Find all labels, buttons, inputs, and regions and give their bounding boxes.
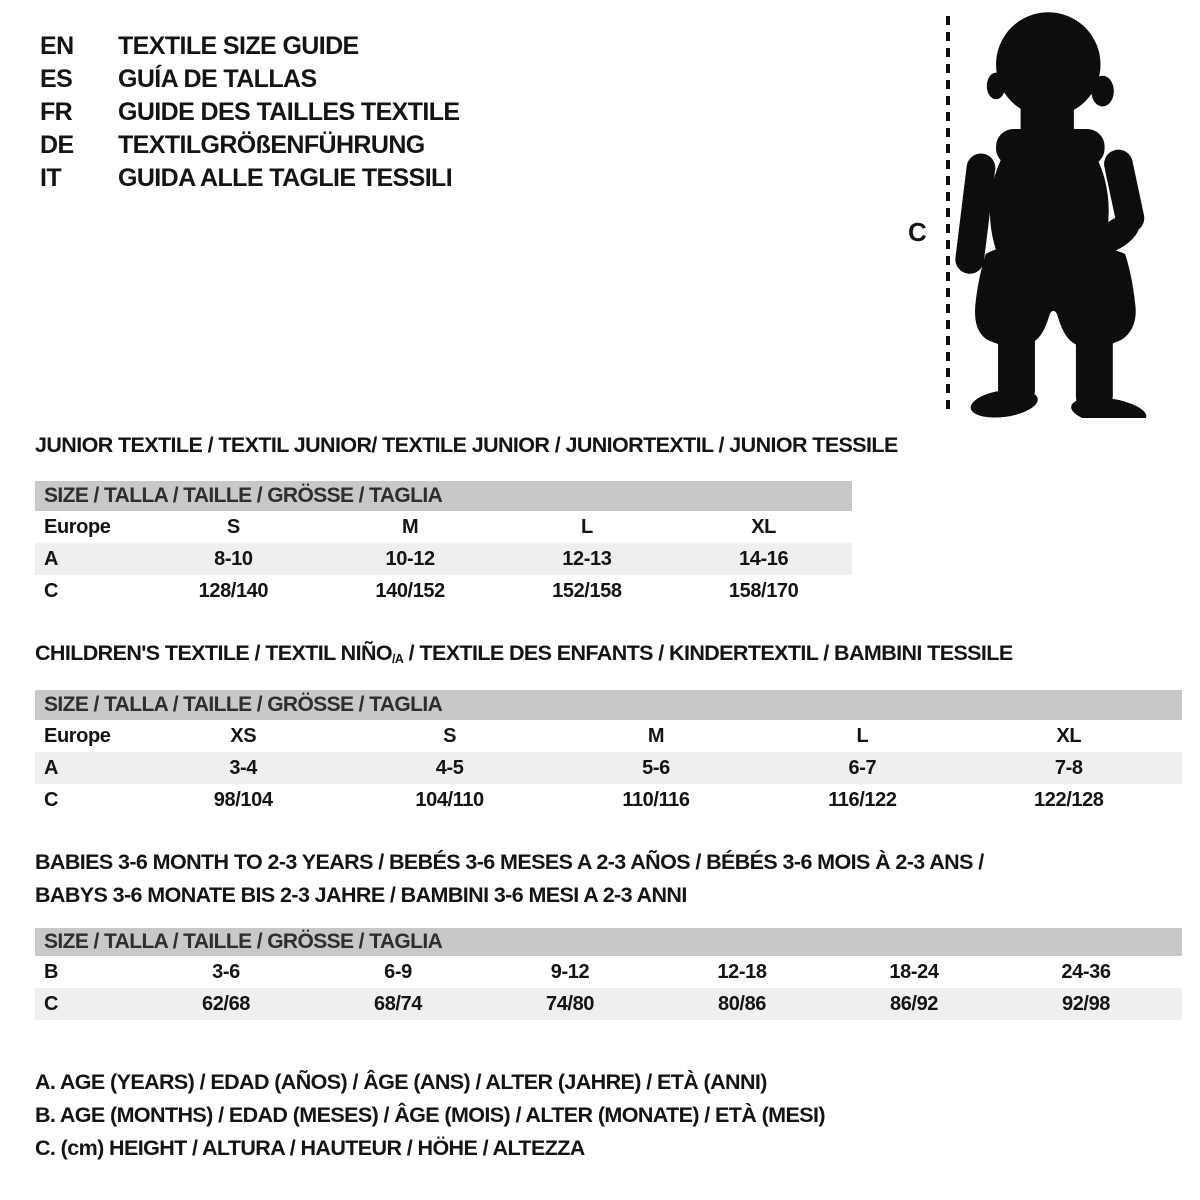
language-title-list xyxy=(40,30,460,195)
legend-line-height: C. (cm) HEIGHT / ALTURA / HAUTEUR / HÖHE / ALTEZZA xyxy=(35,1136,585,1160)
lang-code-es: ES xyxy=(40,65,73,93)
age-cell: 24-36 xyxy=(1061,961,1111,983)
legend-line-age-years: A. AGE (YEARS) / EDAD (AÑOS) / ÂGE (ANS) / ALTER (JAHRE) / ETÀ (ANNI) xyxy=(35,1070,767,1094)
age-cell: 18-24 xyxy=(889,961,939,983)
age-cell: 9-12 xyxy=(550,961,590,983)
guide-title-it: GUIDA ALLE TAGLIE TESSILI xyxy=(118,164,453,192)
size-cell: XS xyxy=(230,725,257,747)
children-title-main: CHILDREN'S TEXTILE / TEXTIL NIÑO xyxy=(35,641,393,665)
lang-code-fr: FR xyxy=(40,98,73,126)
guide-title-en: TEXTILE SIZE GUIDE xyxy=(118,32,359,60)
row-label: C xyxy=(44,993,59,1015)
height-cell: 98/104 xyxy=(213,789,273,811)
table-row xyxy=(35,575,852,607)
age-cell: 10-12 xyxy=(385,548,435,570)
age-cell: 4-5 xyxy=(435,757,464,779)
children-size-header-bar: SIZE / TALLA / TAILLE / GRÖSSE / TAGLIA xyxy=(35,690,1182,720)
children-title-subscript: /A xyxy=(392,652,404,667)
size-cell: L xyxy=(580,516,593,538)
junior-size-table xyxy=(35,481,852,607)
age-cell: 7-8 xyxy=(1054,757,1083,779)
age-cell: 3-4 xyxy=(229,757,258,779)
lang-code-it: IT xyxy=(40,164,62,192)
children-size-table xyxy=(35,690,1182,816)
age-cell: 6-7 xyxy=(848,757,877,779)
height-cell: 110/116 xyxy=(622,789,690,811)
height-cell: 158/170 xyxy=(728,580,799,602)
row-label: A xyxy=(44,548,59,570)
table-row xyxy=(35,988,1182,1020)
height-cell: 122/128 xyxy=(1034,789,1104,811)
row-label: Europe xyxy=(44,516,111,538)
height-cell: 92/98 xyxy=(1061,993,1111,1015)
height-cell: 68/74 xyxy=(373,993,423,1015)
age-cell: 5-6 xyxy=(642,757,670,779)
height-cell: 104/110 xyxy=(415,789,484,811)
height-cell: 86/92 xyxy=(889,993,939,1015)
row-label: C xyxy=(44,580,59,602)
lang-code-de: DE xyxy=(40,131,74,159)
babies-section-title-line1: BABIES 3-6 MONTH TO 2-3 YEARS / BEBÉS 3-6 MESES A 2-3 AÑOS / BÉBÉS 3-6 MOIS À 2-3 ANS / xyxy=(35,850,984,874)
age-cell: 6-9 xyxy=(384,961,412,983)
table-row xyxy=(35,752,1182,784)
table-row xyxy=(35,543,852,575)
age-cell: 12-18 xyxy=(717,961,767,983)
height-cell: 80/86 xyxy=(717,993,767,1015)
lang-code-en: EN xyxy=(40,32,74,60)
table-row xyxy=(35,956,1182,988)
size-cell: S xyxy=(443,725,457,747)
size-cell: L xyxy=(856,725,869,747)
age-cell: 14-16 xyxy=(739,548,789,570)
children-section-title xyxy=(35,641,1013,666)
legend-line-age-months: B. AGE (MONTHS) / EDAD (MESES) / ÂGE (MOIS) / ALTER (MONATE) / ETÀ (MESI) xyxy=(35,1103,825,1127)
table-row xyxy=(35,720,1182,752)
table-row xyxy=(35,511,852,543)
guide-title-fr: GUIDE DES TAILLES TEXTILE xyxy=(118,98,460,126)
height-cell: 74/80 xyxy=(545,993,595,1015)
height-cell: 140/152 xyxy=(375,580,445,602)
babies-size-header-bar: SIZE / TALLA / TAILLE / GRÖSSE / TAGLIA xyxy=(35,928,1182,956)
size-cell: XL xyxy=(751,516,776,538)
height-cell: 152/158 xyxy=(552,580,622,602)
junior-size-header-bar: SIZE / TALLA / TAILLE / GRÖSSE / TAGLIA xyxy=(35,481,852,511)
guide-title-de: TEXTILGRÖßENFÜHRUNG xyxy=(118,131,425,159)
height-measure-dashed-line xyxy=(946,16,950,416)
row-label: B xyxy=(44,961,59,983)
babies-size-table xyxy=(35,928,1182,1020)
row-label: C xyxy=(44,789,59,811)
height-cell: 62/68 xyxy=(201,993,251,1015)
age-cell: 8-10 xyxy=(214,548,253,570)
junior-section-title: JUNIOR TEXTILE / TEXTIL JUNIOR/ TEXTILE JUNIOR / JUNIORTEXTIL / JUNIOR TESSILE xyxy=(35,433,898,457)
children-title-rest: / TEXTILE DES ENFANTS / KINDERTEXTIL / BAMBINI TESSILE xyxy=(403,641,1013,665)
table-row xyxy=(35,784,1182,816)
toddler-silhouette-icon xyxy=(953,8,1163,418)
size-cell: XL xyxy=(1056,725,1082,747)
age-cell: 3-6 xyxy=(212,961,240,983)
size-cell: M xyxy=(647,725,665,747)
row-label: A xyxy=(44,757,59,779)
height-cell: 128/140 xyxy=(198,580,269,602)
babies-section-title-line2: BABYS 3-6 MONATE BIS 2-3 JAHRE / BAMBINI 3-6 MESI A 2-3 ANNI xyxy=(35,883,687,907)
guide-title-es: GUÍA DE TALLAS xyxy=(118,65,317,93)
measure-legend xyxy=(35,1066,825,1165)
height-measure-label: C xyxy=(908,217,927,247)
row-label: Europe xyxy=(44,725,111,747)
size-cell: M xyxy=(401,516,419,538)
size-cell: S xyxy=(226,516,240,538)
height-cell: 116/122 xyxy=(828,789,897,811)
age-cell: 12-13 xyxy=(562,548,612,570)
